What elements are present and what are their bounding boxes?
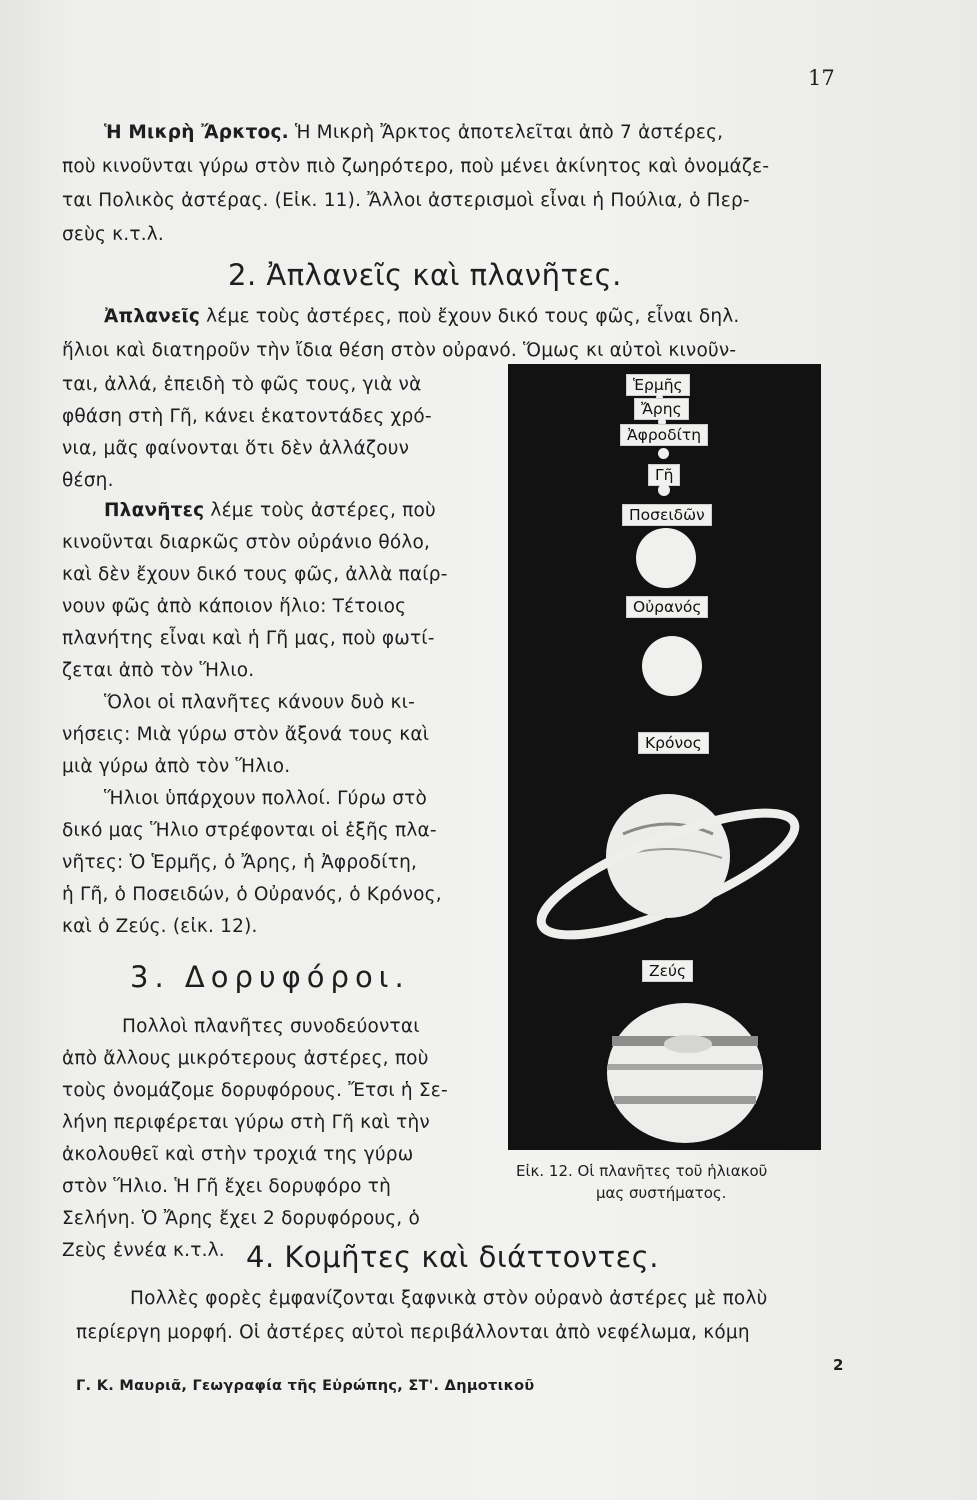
figure-caption-line2: μας συστήματος. <box>596 1184 727 1202</box>
text-line: Ζεὺς ἐννέα κ.τ.λ. <box>62 1240 225 1261</box>
section-heading-2: 2. Ἀπλανεῖς καὶ πλανῆτες. <box>228 258 622 292</box>
text-line: ἥλιοι καὶ διατηροῦν τὴν ἴδια θέση στὸν οὐρανό. Ὅμως κι αὐτοὶ κινοῦν- <box>62 340 737 361</box>
text-line: σεὺς κ.τ.λ. <box>62 224 164 245</box>
label-ouranos: Οὐρανός <box>626 596 708 618</box>
bold-term: Ἀπλανεῖς <box>104 306 201 327</box>
planet-kronos <box>528 774 808 944</box>
text-line: ται, ἀλλά, ἐπειδὴ τὸ φῶς τους, γιὰ νὰ <box>62 374 422 395</box>
text-line: Σελήνη. Ὁ Ἄρης ἔχει 2 δορυφόρους, ὁ <box>62 1208 420 1229</box>
text-line: νια, μᾶς φαίνονται ὅτι δὲν ἀλλάζουν <box>62 438 410 459</box>
text-line: Ἀπλανεῖς λέμε τοὺς ἀστέρες, ποὺ ἔχουν δικό τους φῶς, εἶναι δηλ. <box>104 306 740 327</box>
figure-caption: Εἰκ. 12. Οἱ πλανῆτες τοῦ ἡλιακοῦ <box>516 1162 768 1180</box>
planet-zeus <box>600 1000 770 1146</box>
text-line: τοὺς ὀνομάζομε δορυφόρους. Ἔτσι ἡ Σε- <box>62 1080 448 1101</box>
section-heading-4: 4. Κομῆτες καὶ διάττοντες. <box>246 1240 659 1274</box>
text-line: καὶ ὁ Ζεύς. (εἰκ. 12). <box>62 916 258 937</box>
planet-ouranos <box>642 636 702 696</box>
text-line: Πολλὲς φορὲς ἐμφανίζονται ξαφνικὰ στὸν οὐρανὸ ἀστέρες μὲ πολὺ <box>130 1288 768 1309</box>
text-line: ἀπὸ ἄλλους μικρότερους ἀστέρες, ποὺ <box>62 1048 429 1069</box>
text-line: δικό μας Ἥλιο στρέφονται οἱ ἑξῆς πλα- <box>62 820 437 841</box>
label-poseidon: Ποσειδῶν <box>622 504 712 526</box>
text-line: Ὅλοι οἱ πλανῆτες κάνουν δυὸ κι- <box>104 692 415 713</box>
label-kronos: Κρόνος <box>638 732 709 754</box>
text-line: στὸν Ἥλιο. Ἡ Γῆ ἔχει δορυφόρο τὴ <box>62 1176 392 1197</box>
section-heading-3: 3. Δορυφόροι. <box>130 960 410 994</box>
text-line: καὶ δὲν ἔχουν δικό τους φῶς, ἀλλὰ παίρ- <box>62 564 448 585</box>
signature-number: 2 <box>833 1356 844 1374</box>
label-aphrodite: Ἀφροδίτη <box>620 424 708 446</box>
text-line: φθάση στὴ Γῆ, κάνει ἑκατοντάδες χρό- <box>62 406 432 427</box>
planet-ge <box>658 484 670 496</box>
text-line: ται Πολικὸς ἀστέρας. (Εἰκ. 11). Ἄλλοι ἀστερισμοὶ εἶναι ἡ Πούλια, ὁ Περ- <box>62 190 750 211</box>
planet-poseidon <box>636 528 696 588</box>
bold-term: Πλανῆτες <box>104 500 205 521</box>
planet-aphrodite <box>658 448 669 459</box>
text-line: ζεται ἀπὸ τὸν Ἥλιο. <box>62 660 255 681</box>
planets-figure <box>508 364 821 1150</box>
label-ge: Γῆ <box>648 464 680 486</box>
text-line: περίεργη μορφή. Οἱ ἀστέρες αὐτοὶ περιβάλλονται ἀπὸ νεφέλωμα, κόμη <box>76 1322 750 1343</box>
text-line: νουν φῶς ἀπὸ κάποιον ἥλιο: Τέτοιος <box>62 596 407 617</box>
text-line: Πολλοὶ πλανῆτες συνοδεύονται <box>122 1016 420 1037</box>
label-hermes: Ἑρμῆς <box>626 374 690 396</box>
text-line: ἀκολουθεῖ καὶ στὴν τροχιά της γύρω <box>62 1144 414 1165</box>
text-line: ποὺ κινοῦνται γύρω στὸν πιὸ ζωηρότερο, ποὺ μένει ἀκίνητος καὶ ὀνομάζε- <box>62 156 770 177</box>
text-line: πλανήτης εἶναι καὶ ἡ Γῆ μας, ποὺ φωτί- <box>62 628 435 649</box>
text-line: θέση. <box>62 470 114 491</box>
label-ares: Ἄρης <box>634 398 689 420</box>
label-zeus: Ζεύς <box>642 960 693 982</box>
text-line: κινοῦνται διαρκῶς στὸν οὐράνιο θόλο, <box>62 532 431 553</box>
text-line: Ἡ Μικρὴ Ἄρκτος. Ἡ Μικρὴ Ἄρκτος ἀποτελεῖται ἀπὸ 7 ἀστέρες, <box>104 122 724 143</box>
text-line: νῆτες: Ὁ Ἑρμῆς, ὁ Ἄρης, ἡ Ἀφροδίτη, <box>62 852 418 873</box>
page-number: 17 <box>808 66 835 90</box>
text-line: μιὰ γύρω ἀπὸ τὸν Ἥλιο. <box>62 756 291 777</box>
text-line: ἡ Γῆ, ὁ Ποσειδών, ὁ Οὐρανός, ὁ Κρόνος, <box>62 884 442 905</box>
bold-term: Ἡ Μικρὴ Ἄρκτος. <box>104 122 289 143</box>
text-line: νήσεις: Μιὰ γύρω στὸν ἄξονά τους καὶ <box>62 724 430 745</box>
footer-imprint: Γ. Κ. Μαυριᾶ, Γεωγραφία τῆς Εὐρώπης, ΣΤ'. Δημοτικοῦ <box>76 1378 535 1394</box>
text-line: λήνη περιφέρεται γύρω στὴ Γῆ καὶ τὴν <box>62 1112 430 1133</box>
text-line: Ἥλιοι ὑπάρχουν πολλοί. Γύρω στὸ <box>104 788 428 809</box>
text-line: Πλανῆτες λέμε τοὺς ἀστέρες, ποὺ <box>104 500 436 521</box>
